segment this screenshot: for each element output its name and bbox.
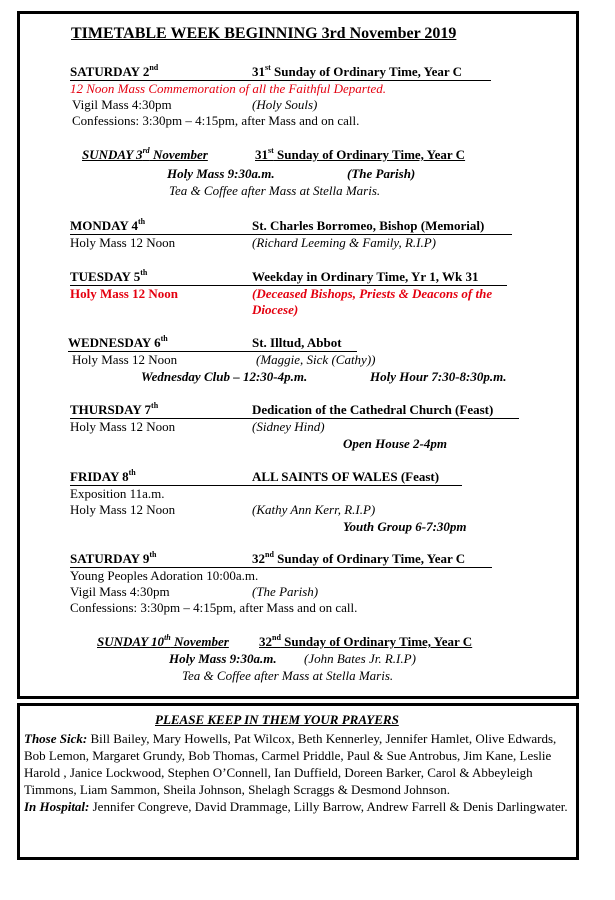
sun3-feast: 31st Sunday of Ordinary Time, Year C	[255, 146, 466, 162]
sat9-confessions: Confessions: 3:30pm – 4:15pm, after Mass and on call.	[70, 600, 358, 615]
mon4-day: MONDAY 4th	[70, 217, 146, 233]
sun10-mass: Holy Mass 9:30a.m.	[169, 651, 277, 666]
sat9-intention: (The Parish)	[252, 584, 319, 599]
thu7-event: Open House 2-4pm	[343, 436, 447, 451]
sun3-day: SUNDAY 3rd November	[82, 146, 208, 162]
mon4-feast: St. Charles Borromeo, Bishop (Memorial)	[252, 218, 485, 233]
sat9-feast: 32nd Sunday of Ordinary Time, Year C	[252, 550, 466, 566]
wed6-mass: Holy Mass 12 Noon	[72, 352, 178, 367]
sat2-mass: Vigil Mass 4:30pm	[72, 97, 172, 112]
fri8-feast: ALL SAINTS OF WALES (Feast)	[252, 469, 440, 484]
hospital-list	[24, 798, 576, 815]
page-title: TIMETABLE WEEK BEGINNING 3rd November 2019	[71, 25, 457, 42]
fri8-intention: (Kathy Ann Kerr, R.I.P)	[252, 502, 376, 517]
sat2-day: SATURDAY 2nd	[70, 63, 159, 79]
tue5-mass: Holy Mass 12 Noon	[70, 286, 178, 301]
thu7-day: THURSDAY 7th	[70, 401, 159, 417]
mon4-intention: (Richard Leeming & Family, R.I.P)	[252, 235, 437, 250]
sat9-mass: Vigil Mass 4:30pm	[70, 584, 170, 599]
thu7-intention: (Sidney Hind)	[252, 419, 325, 434]
sun3-mass: Holy Mass 9:30a.m.	[167, 166, 275, 181]
sun10-day: SUNDAY 10th November	[97, 633, 229, 649]
thu7-mass: Holy Mass 12 Noon	[70, 419, 176, 434]
sun10-intention: (John Bates Jr. R.I.P)	[304, 651, 416, 666]
sat2-notice: 12 Noon Mass Commemoration of all the Faithful Departed.	[70, 81, 386, 96]
tue5-feast: Weekday in Ordinary Time, Yr 1, Wk 31	[252, 269, 479, 284]
wed6-day: WEDNESDAY 6th	[68, 334, 168, 350]
tue5-day: TUESDAY 5th	[70, 268, 148, 284]
tue5-intention-line2: Diocese)	[252, 302, 299, 317]
hospital-names: Jennifer Congreve, David Drammage, Lilly Barrow, Andrew Farrell & Denis Darlingwater.	[92, 799, 568, 814]
sun3-intention: (The Parish)	[347, 166, 416, 181]
mon4-mass: Holy Mass 12 Noon	[70, 235, 176, 250]
prayers-heading: PLEASE KEEP IN THEM YOUR PRAYERS	[155, 712, 399, 727]
thu7-feast: Dedication of the Cathedral Church (Feast)	[252, 402, 494, 417]
sick-label: Those Sick:	[24, 731, 88, 746]
tue5-intention-line1: (Deceased Bishops, Priests & Deacons of the	[252, 286, 493, 301]
sat2-confessions: Confessions: 3:30pm – 4:15pm, after Mass and on call.	[72, 113, 360, 128]
sat2-intention: (Holy Souls)	[252, 97, 318, 112]
wed6-holy-hour: Holy Hour 7:30-8:30p.m.	[370, 369, 507, 384]
sun10-feast: 32nd Sunday of Ordinary Time, Year C	[259, 633, 473, 649]
wed6-club: Wednesday Club – 12:30-4p.m.	[141, 369, 308, 384]
sick-names: Bill Bailey, Mary Howells, Pat Wilcox, Beth Kennerley, Jennifer Hamlet, Olive Edwards, Bob Lemon, Margaret Grundy, Bob Thomas, Carmel Priddle, Paul & Sue Antrobus, Jim Kane, Leslie Harold , Janice Lockwood, Stephen O’Connell, Ian Duffield, Doreen Barker, Carol & Abbeyleigh Timmons, Liam Sammon, Sheila Johnson, Shelagh Scraggs & Desmond Johnson.	[24, 731, 557, 797]
fri8-mass: Holy Mass 12 Noon	[70, 502, 176, 517]
wed6-intention: (Maggie, Sick (Cathy))	[256, 352, 376, 367]
fri8-event: Youth Group 6-7:30pm	[343, 519, 467, 534]
sat9-day: SATURDAY 9th	[70, 550, 157, 566]
sick-list	[24, 730, 576, 798]
fri8-day: FRIDAY 8th	[70, 468, 136, 484]
sat9-adoration: Young Peoples Adoration 10:00a.m.	[70, 568, 259, 583]
sun3-note: Tea & Coffee after Mass at Stella Maris.	[169, 183, 381, 198]
sat2-feast: 31st Sunday of Ordinary Time, Year C	[252, 63, 463, 79]
fri8-exposition: Exposition 11a.m.	[70, 486, 165, 501]
sun10-note: Tea & Coffee after Mass at Stella Maris.	[182, 668, 394, 683]
wed6-feast: St. Illtud, Abbot	[252, 335, 342, 350]
prayers-body	[24, 730, 576, 815]
hospital-label: In Hospital:	[24, 799, 90, 814]
